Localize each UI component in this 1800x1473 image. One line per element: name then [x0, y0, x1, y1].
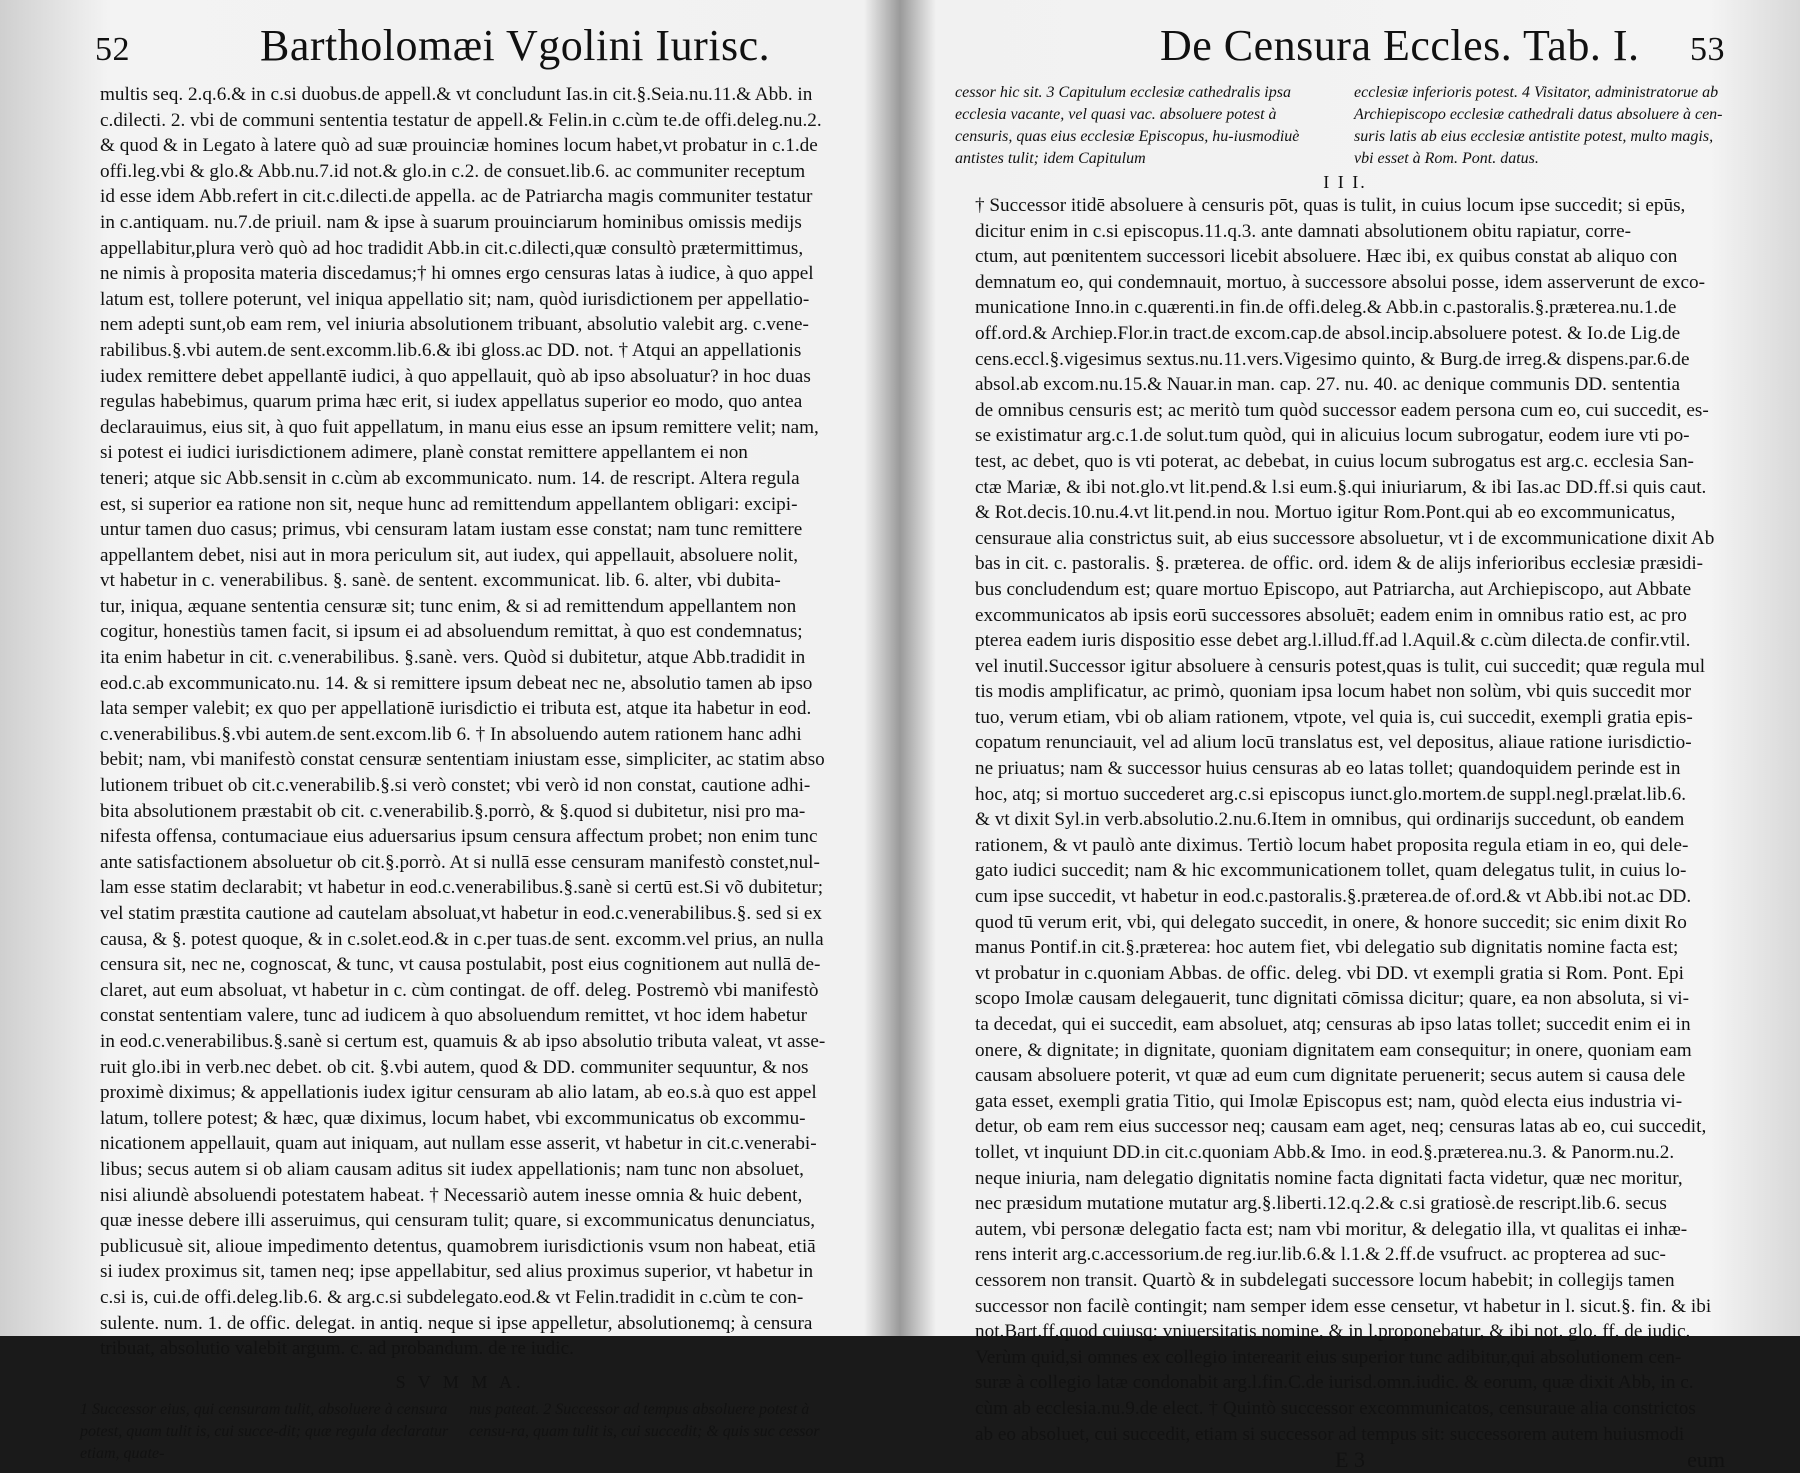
- right-text-line: quod tū verum erit, vbi, qui delegato succedit, in onere, & honore succedit; sic enim dixit Ro: [975, 911, 1687, 933]
- right-text-line: Verùm quid,si omnes ex collegio interearit eius superior tunc adibitur,qui absolutionem cen-: [975, 1346, 1682, 1368]
- right-text-line: censuraue alia constrictus suit, ab eius successore absoluetur, vt i de excommunicatione dixit Ab: [975, 527, 1715, 549]
- left-text-line: vel statim præstita cautione ad cautelam absoluat,vt habetur in eod.c.venerabilibus.§. sed si ex: [100, 903, 822, 924]
- left-page: [80, 18, 840, 1462]
- right-text-line: autem, vbi personæ delegatio facta est; nam vbi moritur, & delegatio illa, vt qualitas ei inhæ-: [975, 1218, 1688, 1240]
- right-running-title: De Censura Eccles. Tab. I.: [1160, 21, 1640, 70]
- right-text-line: municatione Inno.in c.quærenti.in fin.de offi.deleg.& Abb.in c.pastoralis.§.præterea.nu.1.de: [975, 297, 1677, 319]
- left-text-line: in c.antiquam. nu.7.de priuil. nam & ipse à suarum prouinciarum hominibus omissis medijs: [100, 211, 802, 233]
- top-summary-column-1: cessor hic sit. 3 Capitulum ecclesiæ cathedralis ipsa ecclesia vacante, vel quasi vac. absoluere potest à censuris, quas eius ecclesiæ Episcopus, hu-iusmodiuè antistes tulit; idem Capitulum: [955, 84, 1300, 167]
- right-text-line: causam absoluere poterit, vt quæ ad eum cum dignitate peruenerit; secus autem si causa dele: [975, 1065, 1686, 1087]
- left-text-line: bita absolutionem præstabit ob cit. c.venerabilib.§.porrò, & §.quod si dubitetur, nisi pro ma-: [100, 800, 806, 822]
- left-text-line: declarauimus, eius sit, à quo fuit appellatum, in manu eius esse an ipsum remittere velit; nam,: [100, 416, 819, 438]
- right-text-line: ta decedat, qui ei succedit, eam absoluet, atq; censuras ab ipso latas tollet; succedit enim ei in: [975, 1014, 1691, 1035]
- right-text-line: bas in cit. c. pastoralis. §. præterea. de offic. ord. idem & de alijs inferioribus ecclesiæ præsidi-: [975, 553, 1704, 575]
- right-text-line: cùm ab ecclesia.nu.9.de elect. † Quintò successor excommunicatos, censuraue alia constrictos: [975, 1397, 1696, 1419]
- left-text-line: libus; secus autem si ob aliam causam aditus sit iudex appellationis; nam tunc non absoluet,: [100, 1158, 804, 1180]
- right-text-line: se existimatur arg.c.1.de solut.tum quòd, qui in alicuius locum subrogatur, eodem iure vti po-: [975, 425, 1690, 447]
- left-text-line: sulente. num. 1. de offic. delegat. in antiq. neque si ipse appelletur, absolutionemq; à censura: [100, 1312, 813, 1334]
- summa-column-1: 1 Successor eius, qui censuram tulit, absoluere à censura potest, quam tulit is, cui succe-dit; quæ regula declaratur etiam, quate-: [80, 1400, 449, 1462]
- left-text-line: ruit glo.ibi in verb.nec debet. ob cit. §.vbi autem, quod & DD. communiter sequuntur, & nos: [100, 1056, 809, 1078]
- left-text-line: in eod.c.venerabilibus.§.sanè si certum est, quamuis & ab ipso absolutio tributa valeat, vt asse-: [100, 1030, 826, 1052]
- right-text-line: tollet, vt inquiunt DD.in cit.c.quoniam Abb.& Imo. in eod.§.præterea.nu.3. & Panorm.nu.2.: [975, 1141, 1675, 1163]
- right-text-line: onere, & dignitate; in dignitate, quoniam dignitatem eam consequitur; in onere, quoniam eam: [975, 1039, 1692, 1061]
- summa-column-2: nus pateat. 2 Successor ad tempus absoluere potest à censu-ra, quam tulit is, cui succedit; & quis suc cessor: [469, 1400, 820, 1440]
- left-text-line: c.venerabilibus.§.vbi autem.de sent.excom.lib 6. † In absoluendo autem rationem hanc adhi: [100, 723, 802, 745]
- left-running-head: [80, 18, 840, 82]
- left-text-line: id esse idem Abb.refert in cit.c.dilecti.de appella. ac de Patriarcha magis communiter testatur: [100, 186, 813, 208]
- right-text-line: off.ord.& Archiep.Flor.in tract.de excom.cap.de absol.incip.absoluere potest. & Io.de Lig.de: [975, 322, 1681, 344]
- left-text-line: proximè diximus; & appellationis iudex igitur censuram ab alio latam, ab eo.s.à quo est appel: [100, 1082, 817, 1104]
- right-text-line: rationem, & vt paulò ante diximus. Tertiò locum habet proposita regula etiam in eo, qui dele-: [975, 834, 1689, 856]
- right-text-line: cessorem non transit. Quartò & in subdelegati successore locum habebit; in collegijs tamen: [975, 1269, 1675, 1291]
- left-text-line: multis seq. 2.q.6.& in c.si duobus.de appell.& vt concludunt Ias.in cit.§.Seia.nu.11.& Abb. in: [100, 84, 813, 105]
- left-text-line: c.dilecti. 2. vbi de communi sententia testatur de appell.& Felin.in c.cùm te.de offi.deleg.nu.2.: [100, 109, 822, 131]
- left-text-line: lata semper valebit; ex quo per appellationē iurisdictio ei tributa est, atque ita habetur in eod.: [100, 698, 812, 720]
- right-text-line: & Rot.decis.10.nu.4.vt lit.pend.in nou. Mortuo igitur Rom.Pont.qui ab eo excommunicatus,: [975, 502, 1676, 524]
- right-body-text: [955, 193, 1735, 1447]
- right-text-line: gata esset, exempli gratia Titio, qui Imolæ Episcopus est; nam, quòd electa eius industria vi-: [975, 1090, 1683, 1112]
- left-text-line: publicusuè sit, alioue impedimento detentus, quamobrem iurisdictionis vsum non habeat, etiā: [100, 1235, 816, 1257]
- right-text-line: detur, ob eam rem eius successor neq; causam eam aget, neq; censuras latas ab eo, cui succedit,: [975, 1116, 1707, 1138]
- left-text-line: latum est, tollere poterunt, vel iniqua appellatio sit; nam, quòd iurisdictionem per appellatio-: [100, 288, 810, 310]
- left-text-line: nicationem appellauit, quam aut iniquam, aut nullam esse asserit, vt habetur in cit.c.venerabi-: [100, 1133, 817, 1155]
- right-text-line: bus concludendum est; quare mortuo Episcopo, aut Patriarcha, aut Archiepiscopo, aut Abbate: [975, 578, 1692, 600]
- left-text-line: latum, tollere potest; & hæc, quæ diximus, locum habet, vbi excommunicatus ob excommu-: [100, 1107, 806, 1129]
- right-text-line: tis modis amplificatur, ac primò, quoniam ipsa locum habet non solùm, vbi quis succedit mor: [975, 681, 1691, 703]
- left-text-line: & quod & in Legato à latere quò ad suæ prouinciæ homines locum habet,vt probatur in c.1.de: [100, 135, 818, 157]
- right-text-line: † Successor itidē absoluere à censuris pōt, quas is tulit, in cuius locum ipse succedit; si epūs,: [975, 195, 1686, 216]
- left-text-line: nisi aliundè absoluendi potestatem habeat. † Necessariò autem inesse omnia & huic debent,: [100, 1184, 803, 1206]
- right-text-line: rens interit arg.c.accessorium.de reg.iur.lib.6.& l.1.& 2.ff.de vsufruct. ac propterea ad suc-: [975, 1244, 1666, 1266]
- left-text-line: teneri; atque sic Abb.sensit in c.cùm ab excommunicato. num. 14. de rescript. Altera regula: [100, 467, 800, 489]
- left-text-line: c.si is, cui.de offi.deleg.lib.6. & arg.c.si subdelegato.eod.& vt Felin.tradidit in c.cùm te con-: [100, 1286, 804, 1308]
- right-text-line: & vt dixit Syl.in verb.absolutio.2.nu.6.Item in omnibus, qui ordinarijs succedunt, ob eandem: [975, 809, 1685, 831]
- left-text-line: causa, & §. potest quoque, & in c.solet.eod.& in c.per tuas.de sent. excomm.vel prius, an nulla: [100, 928, 824, 950]
- left-text-line: cogitur, honestiùs tamen facit, si ipsum ei ad absoluendum remittat, à quo est condemnatus;: [100, 621, 803, 643]
- left-text-line: regulas habebimus, quarum prima hæc erit, si iudex appellatus superior eo modo, quo antea: [100, 391, 803, 413]
- left-running-title: Bartholomæi Vgolini Iurisc.: [260, 21, 771, 70]
- section-label: I I I.: [1323, 172, 1367, 192]
- catchword: eum: [1687, 1447, 1725, 1473]
- top-summary-block: [955, 82, 1735, 170]
- left-text-line: ne nimis à proposita materia discedamus;† hi omnes ergo censuras latas à iudice, à quo appel: [100, 263, 814, 285]
- right-text-line: gato iudici succedit; nam & hic excommunicationem tollet, quam delegatus tulit, in cuius lo-: [975, 860, 1687, 882]
- right-text-line: absol.ab excom.nu.15.& Nauar.in man. cap. 27. nu. 40. ac denique communis DD. sententia: [975, 374, 1680, 396]
- right-text-line: hoc, atq; si mortuo succederet arg.c.si episcopus iunct.glo.mortem.de suppl.negl.prælat.lib.6.: [975, 783, 1687, 805]
- right-text-line: manus Pontif.in cit.§.præterea: hoc autem fiet, vbi delegatio sub dignitatis nomine facta est;: [975, 937, 1679, 959]
- left-text-line: constat sententiam valere, tunc ad iudicem à quo absoluendum remittet, vt hoc idem habetur: [100, 1005, 808, 1027]
- left-text-line: offi.leg.vbi & glo.& Abb.nu.7.id not.& glo.in c.2. de consuet.lib.6. ac communiter receptum: [100, 160, 806, 182]
- left-text-line: lutionem tribuet ob cit.c.venerabilib.§.si verò constet; vbi verò id non constat, cautione adhi-: [100, 775, 811, 797]
- left-text-line: tur, iniqua, æquane sententia censuræ sit; tunc enim, & si ad remittendum appellantem non: [100, 595, 797, 617]
- right-text-line: ctum, aut pœnitentem successori licebit absoluere. Hæc ibi, ex quibus constat ab aliquo con: [975, 246, 1678, 268]
- left-text-line: quæ inesse debere illi asseruimus, qui censuram tulit; quare, si excommunicatus denunciatus,: [100, 1210, 816, 1232]
- right-text-line: ne priuatus; nam & successor huius censuras ab eo latas tollet; quandoquidem perinde est in: [975, 758, 1681, 780]
- left-text-line: tribuat, absolutio valebit argum. c. ad probandum. de re iudic.: [100, 1338, 574, 1360]
- left-text-line: iudex remittere debet appellantē iudici, à quo appellauit, quò ab ipso absoluatur? in hoc duas: [100, 365, 811, 387]
- right-text-line: copatum renunciauit, vel ad alium locū translatus est, vel depositus, aliaue ratione iurisdictio-: [975, 732, 1692, 754]
- left-page-number: 52: [95, 31, 130, 68]
- left-text-line: est, si superior ea ratione non sit, neque hunc ad remittendum appellantem obligari: excipi-: [100, 493, 798, 515]
- left-body-text: [80, 82, 840, 1362]
- right-text-line: scopo Imolæ causam delegauerit, tunc dignitati cōmissa dicitur; quare, ea non absoluta, si vi-: [975, 988, 1690, 1010]
- right-text-line: demnatum eo, qui condemnauit, mortuo, à successore absolui posse, idem asserverunt de exco-: [975, 271, 1705, 293]
- right-page-number: 53: [1690, 31, 1725, 68]
- summa-block: [80, 1399, 840, 1465]
- right-text-line: neque iniuria, nam delegatio dignitatis nomine facta dignitati facta videtur, quæ nec moritur,: [975, 1167, 1683, 1189]
- right-text-line: ctæ Mariæ, & ibi not.glo.vt lit.pend.& l.si eum.§.qui iniuriarum, & ibi Ias.ac DD.ff.si quis caut.: [975, 476, 1707, 498]
- signature-mark: E 3: [1335, 1447, 1365, 1473]
- right-text-line: nec præsidum mutatione mutatur arg.§.liberti.12.q.2.& c.si gratiosè.de rescript.lib.6. secus: [975, 1193, 1667, 1215]
- left-text-line: si potest ei iudici iurisdictionem adimere, planè constat remittere appellantem ei non: [100, 442, 748, 464]
- right-text-line: successor non facilè contingit; nam semper idem esse censetur, vt habetur in l. sicut.§. fin. & ibi: [975, 1295, 1712, 1317]
- left-text-line: censura sit, nec ne, cognoscat, & tunc, vt causa postulabit, post eius cognitionem aut nullā de-: [100, 954, 821, 976]
- left-text-line: rabilibus.§.vbi autem.de sent.excomm.lib.6.& ibi gloss.ac DD. not. † Atqui an appellationis: [100, 339, 802, 361]
- right-text-line: ab eo absoluet, cui succedit, etiam si successor ad tempus sit: successorem autem huiusmodi: [975, 1423, 1685, 1445]
- left-text-line: ante satisfactionem absoluetur ob cit.§.porrò. At si nullā esse censuram manifestò constet,nul-: [100, 851, 820, 873]
- top-summary-column-2: ecclesiæ inferioris potest. 4 Visitator, administratorue ab Archiepiscopo ecclesiæ cathedrali datus absoluere à cen-suris latis ab eius ecclesiæ antistite potest, multo magis, vbi esset à Rom. Pont. datus.: [1354, 84, 1723, 167]
- left-text-line: vt habetur in c. venerabilibus. §. sanè. de sentent. excommunicat. lib. 6. alter, vbi dubita-: [100, 570, 781, 592]
- left-text-line: nifesta offensa, contumaciaue eius aduersarius ipsum censura affectum probet; non enim tunc: [100, 826, 818, 848]
- left-text-line: claret, aut eum absoluat, vt habetur in c. cùm contingat. de off. deleg. Postremò vbi manifestò: [100, 979, 819, 1001]
- right-text-line: tuo, verum etiam, vbi ob aliam rationem, vtpote, vel quia is, cui succedit, exempli gratia epis-: [975, 706, 1693, 728]
- left-text-line: appellantem debet, nisi aut in mora periculum sit, aut iudex, qui appellauit, absoluere nolit,: [100, 544, 799, 566]
- right-text-line: dicitur enim in c.si episcopus.11.q.3. ante damnati absolutionem obitu rapiatur, corre-: [975, 220, 1632, 242]
- right-text-line: pterea eadem iuris dispositio esse debet arg.l.illud.ff.ad l.Aquil.& c.cùm dilecta.de confir.vtil.: [975, 630, 1691, 652]
- right-text-line: suræ à collegio latæ condonabit arg.l.fin.C.de iurisd.omn.iudic. & eorum, quæ dixit Abb, in c.: [975, 1372, 1694, 1394]
- right-text-line: test, ac debet, quo is vti poterat, ac debebat, in cuius locum subrogatus est arg.c. ecclesia San-: [975, 450, 1694, 472]
- right-text-line: excommunicatos ab ipsis eorū successores absoluēt; eadem enim in omnibus ratio est, ac pro: [975, 604, 1687, 626]
- right-text-line: not.Bart.ff.quod cuiusq; vniuersitatis nomine, & in l.proponebatur, & ibi not. glo. ff. de iudic.: [975, 1321, 1691, 1343]
- left-text-line: untur tamen duo casus; primus, vbi censuram latam iustam esse constat; nam tunc remittere: [100, 519, 803, 541]
- left-text-line: lam esse statim declarabit; vt habetur in eod.c.venerabilibus.§.sanè si certū est.Si võ dubitetur;: [100, 877, 824, 899]
- left-text-line: ita enim habetur in cit. c.venerabilibus. §.sanè. vers. Quòd si dubitetur, atque Abb.tradidit in: [100, 647, 806, 669]
- left-text-line: appellabitur,plura verò quò ad hoc tradidit Abb.in cit.c.dilecti,quæ consultò prætermittimus,: [100, 237, 804, 259]
- right-page: [955, 18, 1735, 1473]
- left-text-line: eod.c.ab excommunicato.nu. 14. & si remittere ipsum debeat nec ne, absolutio tamen ab ipso: [100, 672, 813, 694]
- right-text-line: vel inutil.Successor igitur absoluere à censuris potest,quas is tulit, cui succedit; quæ regula mul: [975, 655, 1706, 677]
- left-text-line: bebit; nam, vbi manifestò constat censuræ sententiam iniustam esse, simpliciter, ac statim abso: [100, 749, 825, 771]
- summa-title: S V M M A.: [395, 1371, 525, 1392]
- right-text-line: cens.eccl.§.vigesimus sextus.nu.11.vers.Vigesimo quinto, & Burg.de irreg.& dispens.par.6.de: [975, 348, 1690, 370]
- right-text-line: de omnibus censuris est; ac meritò tum quòd successor eadem persona cum eo, cui succedit, es-: [975, 399, 1709, 421]
- right-running-head: [955, 18, 1735, 82]
- right-text-line: vt probatur in c.quoniam Abbas. de offic. deleg. vbi DD. vt exempli gratia si Rom. Pont. Epi: [975, 962, 1684, 984]
- left-text-line: si iudex proximus sit, tamen neq; ipse appellabitur, sed alius proximus superior, vt habetur in: [100, 1261, 814, 1283]
- right-text-line: cum ipse succedit, vt habetur in eod.c.pastoralis.§.præterea.de of.ord.& vt Abb.ibi not.ac DD.: [975, 886, 1692, 908]
- left-text-line: nem adepti sunt,ob eam rem, vel iniuria absolutionem tribuant, absolutio valebit arg. c.vene-: [100, 314, 809, 336]
